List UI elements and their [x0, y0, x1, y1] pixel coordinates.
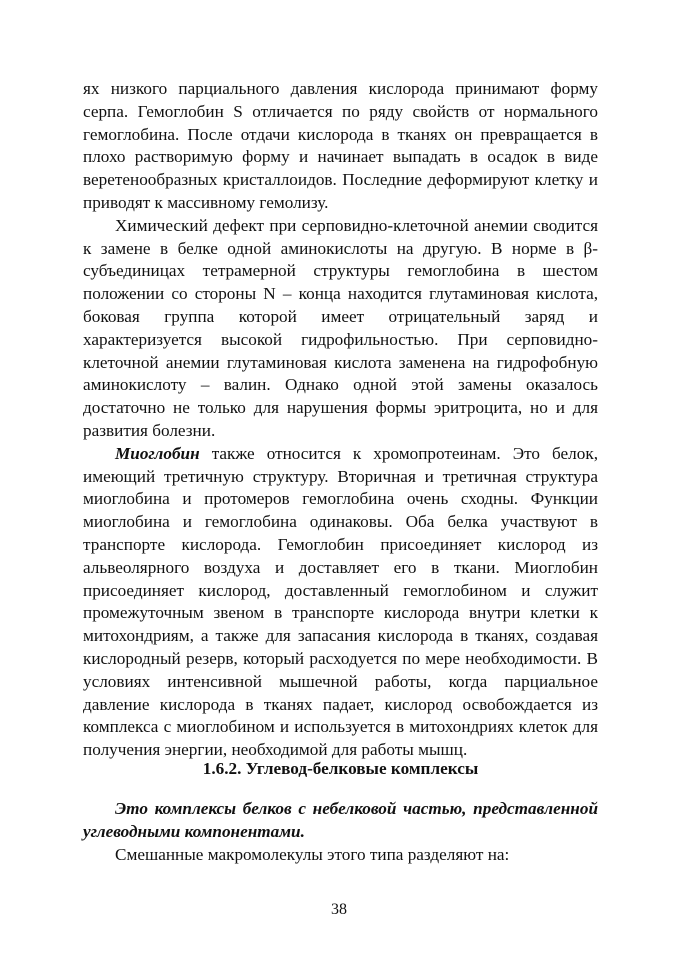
page-body [83, 78, 598, 864]
section-heading: 1.6.2. Углевод-белковые комплексы [202, 759, 479, 778]
paragraph-myoglobin [83, 443, 598, 762]
page-number: 38 [331, 901, 347, 918]
myoglobin-term: Миоглобин [115, 443, 200, 463]
paragraph-hemoglobin-s: ях низкого парциального давления кислорода принимают форму серпа. Гемоглобин S отличается по ряду свойств от нормального гемоглобина. После отдачи кислорода в тканях он превращается в плохо растворимую форму и начинает выпадать в осадок в виде веретенообразных кристаллоидов. Последние деформируют клетку и приводят к массивному гемолизу. [83, 79, 598, 212]
section-definition: Это комплексы белков с небелковой частью, представленной углеводными компонентами. [83, 799, 598, 841]
myoglobin-text: также относится к хромопротеинам. Это белок, имеющий третичную структуру. Вторичная и третичная структура миоглобина и протомеров гемоглобина очень сходны. Функции миоглобина и гемоглобина одинаковы. Оба белка участвуют в транспорте кислорода. Гемоглобин присоединяет кислород из альвеолярного воздуха и доставляет его в ткани. Миоглобин присоединяет кислород, доставленный гемоглобином и служит промежуточным звеном в транспорте кислорода внутри клетки к митохондриям, а также для запасания кислорода в тканях, создавая кислородный резерв, который расходуется по мере необходимости. В условиях интенсивной мышечной работы, когда парциальное давление кислорода в тканях падает, кислород освобождается из комплекса с миоглобином и используется в митохондриях клеток для получения энергии, необходимой для работы мышц. [83, 443, 598, 760]
paragraph-chemical-defect: Химический дефект при серповидно-клеточной анемии сводится к замене в белке одной аминокислоты на другую. В норме в β-субъединицах тетрамерной структуры гемоглобина в шестом положении со стороны N – конца находится глутаминовая кислота, боковая группа которой имеет отрицательный заряд и характеризуется высокой гидрофильностью. При серповидно-клеточной анемии глутаминовая кислота заменена на гидрофобную аминокислоту – валин. Однако одной этой замены оказалось достаточно не только для нарушения формы эритроцита, но и для развития болезни. [83, 215, 598, 440]
section-intro: Смешанные макромолекулы этого типа разделяют на: [115, 845, 510, 864]
